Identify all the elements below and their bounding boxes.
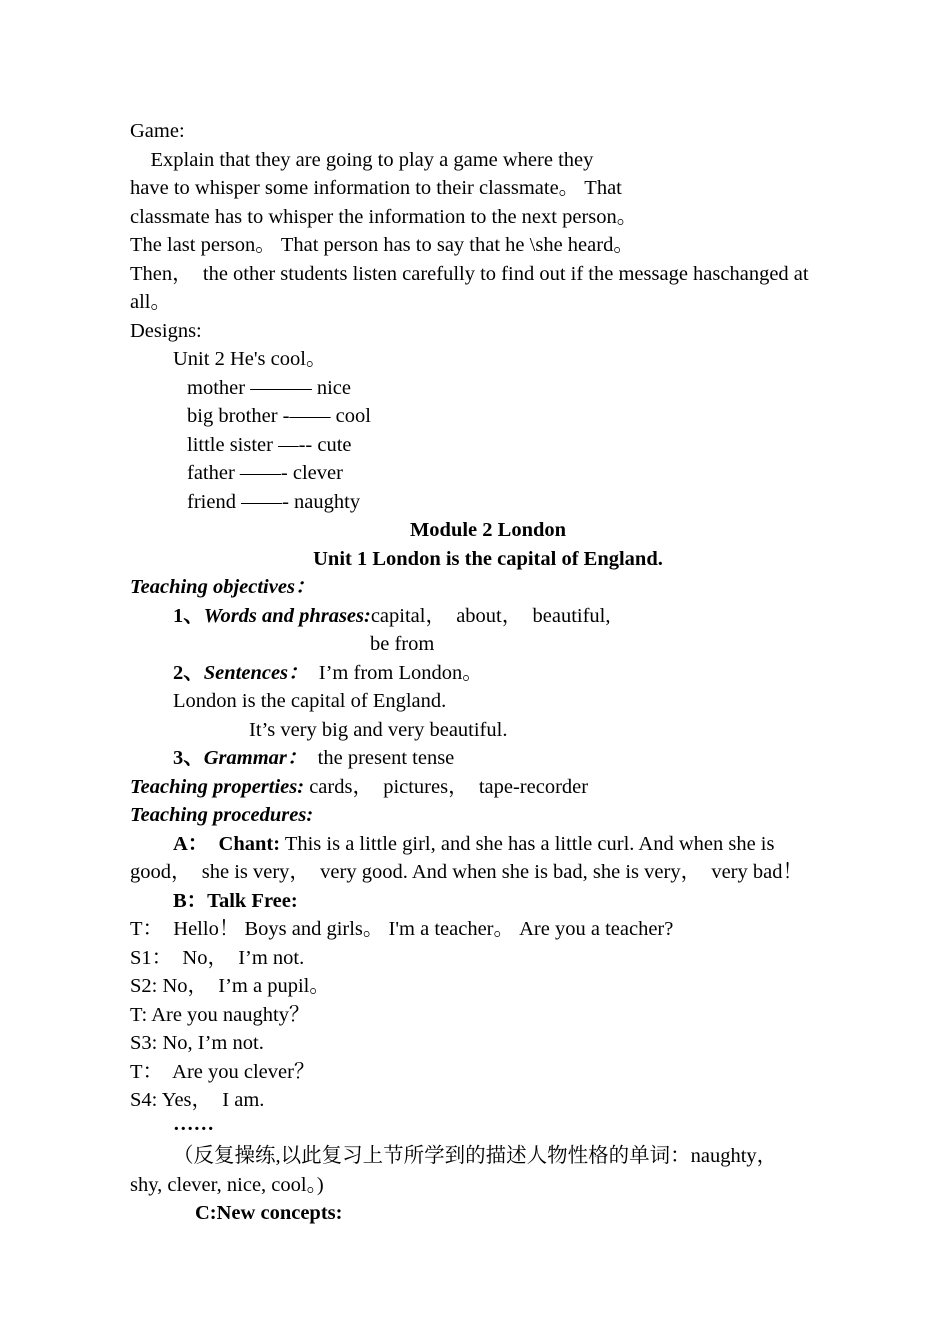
dialogue-line: T： Are you clever？ [130, 1061, 315, 1083]
objective-1-number: 1、 [173, 605, 204, 627]
objectives-heading: Teaching objectives： [130, 576, 316, 598]
designs-item: little sister —-- cute [187, 434, 352, 456]
objective-1-continuation: be from [370, 633, 435, 655]
game-line: Explain that they are going to play a game where they [130, 149, 594, 171]
procedures-heading: Teaching procedures: [130, 804, 314, 826]
game-line: all。 [130, 291, 171, 313]
objective-1-label: Words and phrases: [203, 605, 371, 627]
objective-3-label: Grammar： [203, 747, 308, 769]
chant-label: A： Chant: [173, 833, 281, 855]
objective-3-number: 3、 [173, 747, 204, 769]
objective-2 [173, 659, 483, 688]
objective-2-number: 2、 [173, 662, 204, 684]
chant-text: This is a little girl, and she has a little curl. And when she is [280, 833, 775, 855]
objective-2-line: London is the capital of England. [173, 690, 447, 712]
properties [130, 773, 588, 802]
designs-heading: Designs: [130, 320, 202, 342]
practice-note: （反复操练,以此复习上节所学到的描述人物性格的单词：naughty， [173, 1145, 778, 1167]
new-concepts-label: C:New concepts: [195, 1202, 343, 1224]
objective-1 [173, 602, 611, 631]
dialogue-line: S4: Yes， I am. [130, 1089, 265, 1111]
objective-3 [173, 744, 454, 773]
dialogue-line: S1： No， I’m not. [130, 947, 305, 969]
objective-2-line: It’s very big and very beautiful. [249, 719, 508, 741]
objective-2-text: I’m from London。 [308, 662, 483, 684]
properties-text: cards， pictures， tape-recorder [304, 776, 589, 798]
designs-item: father ——- clever [187, 462, 343, 484]
designs-item: mother ——— nice [187, 377, 351, 399]
chant [173, 830, 774, 859]
ellipsis: …… [173, 1113, 214, 1135]
chant-line: good， she is very， very good. And when she is bad, she is very， very bad！ [130, 861, 803, 883]
game-heading: Game: [130, 120, 185, 142]
talk-free-label: B：Talk Free: [173, 890, 298, 912]
practice-note-line: shy, clever, nice, cool。) [130, 1174, 324, 1196]
designs-item: big brother -—— cool [187, 405, 371, 427]
module-title: Module 2 London [409, 519, 567, 541]
game-line: The last person。 That person has to say that he \she heard。 [130, 234, 634, 256]
game-line: Then， the other students listen carefully to find out if the message haschanged at [130, 263, 809, 285]
objective-1-text: capital， about， beautiful, [370, 605, 611, 627]
game-line: classmate has to whisper the information to the next person。 [130, 206, 638, 228]
designs-item: friend ——- naughty [187, 491, 361, 513]
dialogue-line: S2: No， I’m a pupil。 [130, 975, 330, 997]
dialogue-line: T: Are you naughty？ [130, 1004, 310, 1026]
dialogue-line: T： Hello！ Boys and girls。 I'm a teacher。 Are you a teacher? [130, 918, 674, 940]
objective-2-label: Sentences： [203, 662, 309, 684]
unit-title: Unit 1 London is the capital of England. [313, 548, 663, 570]
game-line: have to whisper some information to their classmate。 That [130, 177, 622, 199]
objective-3-text: the present tense [307, 747, 455, 769]
designs-unit: Unit 2 He's cool。 [173, 348, 327, 370]
dialogue-line: S3: No, I’m not. [130, 1032, 264, 1054]
properties-label: Teaching properties: [130, 776, 305, 798]
